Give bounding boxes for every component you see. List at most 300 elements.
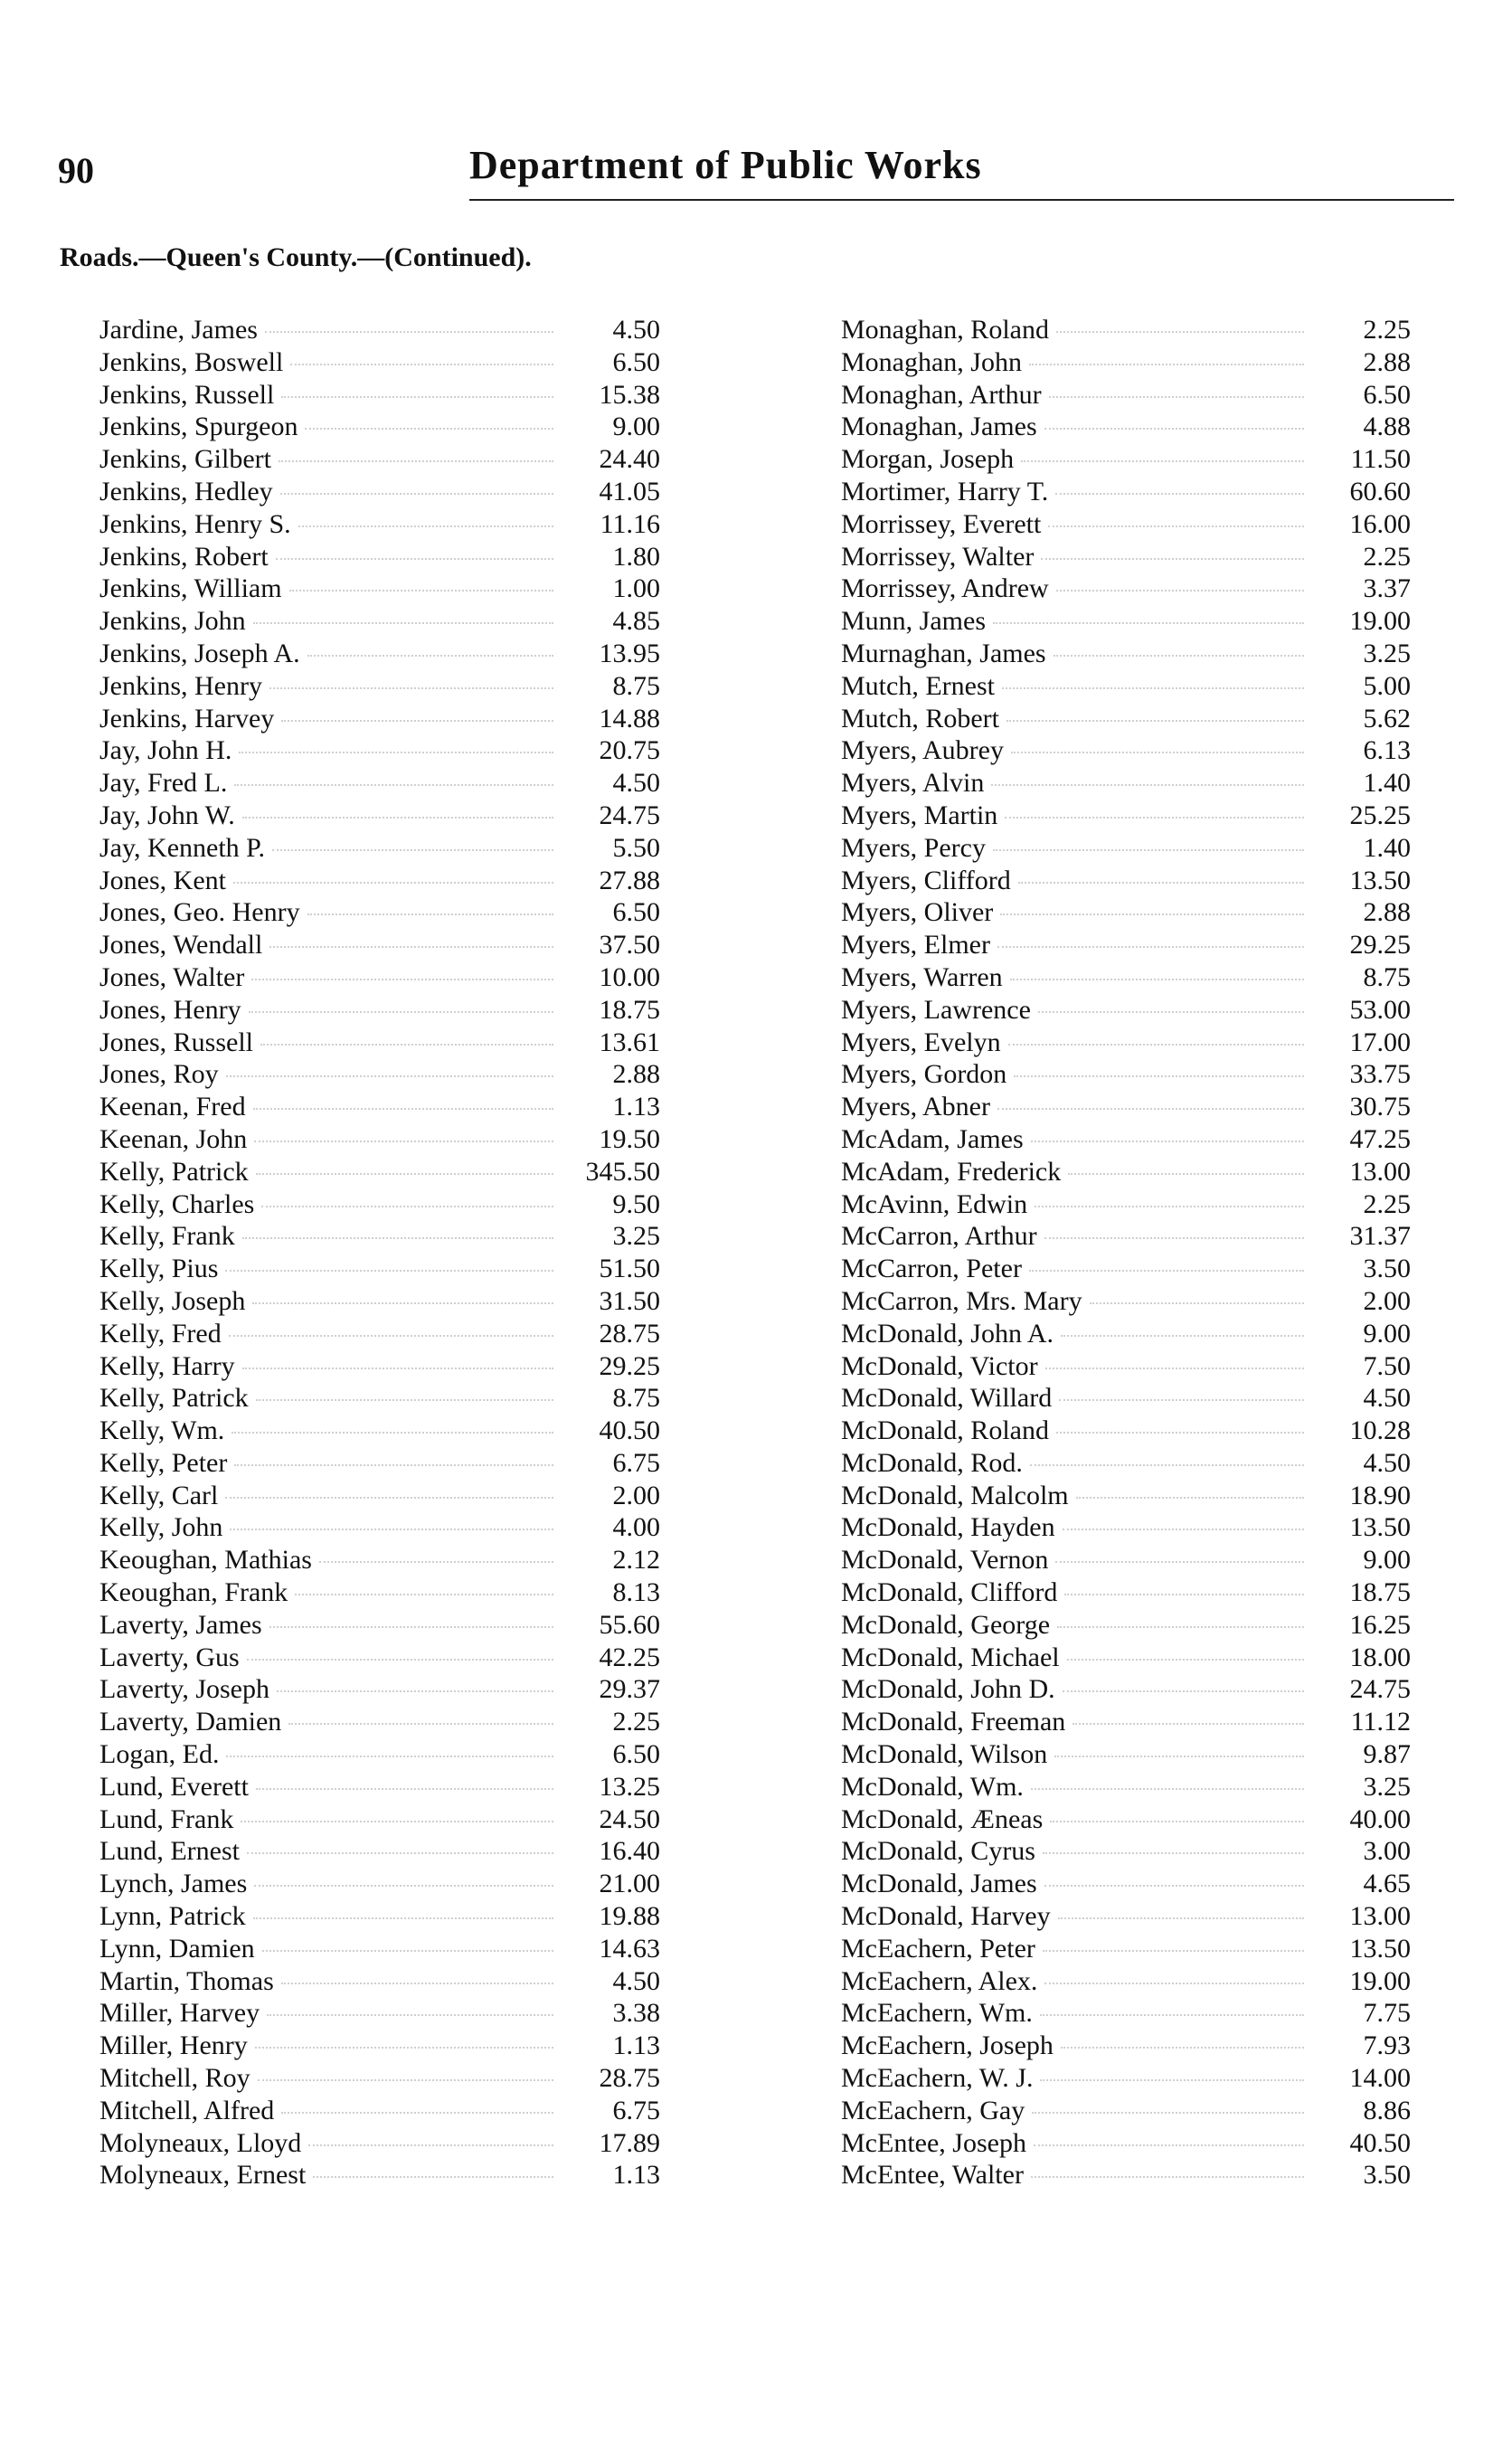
dot-leader bbox=[255, 2047, 553, 2049]
list-item bbox=[99, 1286, 660, 1319]
entry-amount: 3.38 bbox=[612, 1998, 660, 2029]
list-item bbox=[841, 1254, 1411, 1286]
list-item bbox=[99, 1577, 660, 1610]
entry-name: Myers, Clifford bbox=[841, 865, 1011, 895]
entry-amount: 13.95 bbox=[599, 638, 660, 668]
dot-leader bbox=[253, 1108, 553, 1110]
entry-amount: 19.00 bbox=[1349, 606, 1411, 637]
list-item bbox=[841, 1577, 1411, 1610]
dot-leader bbox=[241, 1821, 553, 1822]
entry-amount: 18.00 bbox=[1349, 1642, 1411, 1672]
entry-amount: 11.16 bbox=[600, 508, 660, 539]
dot-leader bbox=[993, 849, 1304, 851]
entry-amount: 6.50 bbox=[612, 1739, 660, 1770]
entry-name: Jenkins, Joseph A. bbox=[99, 638, 300, 668]
entry-name: McEachern, W. J. bbox=[841, 2063, 1034, 2094]
dot-leader bbox=[226, 1075, 553, 1077]
entry-name: Myers, Lawrence bbox=[841, 994, 1031, 1025]
dot-leader bbox=[1021, 460, 1304, 462]
list-item bbox=[841, 477, 1411, 509]
entry-name: Laverty, Joseph bbox=[99, 1674, 269, 1705]
dot-leader bbox=[281, 396, 553, 398]
entry-name: Miller, Henry bbox=[99, 2030, 248, 2061]
entry-name: Monaghan, John bbox=[841, 346, 1022, 377]
list-item bbox=[841, 1481, 1411, 1513]
entry-amount: 4.50 bbox=[612, 315, 660, 345]
list-item bbox=[841, 1351, 1411, 1384]
dot-leader bbox=[276, 558, 553, 560]
entry-amount: 3.25 bbox=[1363, 638, 1411, 668]
list-item bbox=[841, 542, 1411, 574]
list-item bbox=[841, 1286, 1411, 1319]
entry-name: McDonald, Harvey bbox=[841, 1901, 1051, 1932]
dot-leader bbox=[249, 1011, 553, 1013]
entry-amount: 3.50 bbox=[1363, 1254, 1411, 1284]
dot-leader bbox=[1031, 1141, 1304, 1142]
section-title: Roads.—Queen's County.—(Continued). bbox=[60, 242, 532, 272]
entry-name: Kelly, Pius bbox=[99, 1254, 219, 1284]
dot-leader bbox=[1011, 752, 1304, 753]
list-item bbox=[99, 671, 660, 704]
entry-name: McDonald, Victor bbox=[841, 1350, 1038, 1381]
list-item bbox=[841, 866, 1411, 898]
entry-amount: 5.00 bbox=[1363, 670, 1411, 701]
entry-amount: 4.50 bbox=[1363, 1447, 1411, 1478]
dot-leader bbox=[1038, 1011, 1304, 1013]
entry-amount: 29.37 bbox=[599, 1674, 660, 1705]
dot-leader bbox=[1014, 1075, 1304, 1077]
list-item bbox=[99, 1836, 660, 1869]
entry-name: McDonald, Freeman bbox=[841, 1707, 1066, 1737]
entry-amount: 29.25 bbox=[1349, 930, 1411, 961]
list-item bbox=[841, 1221, 1411, 1254]
list-item bbox=[841, 1124, 1411, 1157]
entry-amount: 7.50 bbox=[1363, 1350, 1411, 1381]
entry-name: Mitchell, Roy bbox=[99, 2063, 250, 2094]
entry-name: Kelly, Frank bbox=[99, 1221, 235, 1252]
entry-name: McAdam, Frederick bbox=[841, 1156, 1062, 1187]
entry-amount: 13.50 bbox=[1349, 1512, 1411, 1543]
entry-amount: 2.25 bbox=[1363, 541, 1411, 572]
list-item bbox=[841, 704, 1411, 736]
list-item bbox=[841, 1836, 1411, 1869]
dot-leader bbox=[305, 428, 553, 430]
entry-name: Myers, Martin bbox=[841, 800, 998, 830]
entry-name: Morrissey, Everett bbox=[841, 508, 1042, 539]
entry-amount: 30.75 bbox=[1349, 1092, 1411, 1122]
list-item bbox=[841, 1772, 1411, 1804]
entry-name: McDonald, Michael bbox=[841, 1642, 1060, 1672]
entry-amount: 9.87 bbox=[1363, 1739, 1411, 1770]
list-item bbox=[841, 1512, 1411, 1545]
header-rule bbox=[469, 199, 1454, 201]
list-item bbox=[99, 1351, 660, 1384]
dot-leader bbox=[242, 1368, 553, 1369]
entry-amount: 4.50 bbox=[1363, 1383, 1411, 1414]
dot-leader bbox=[256, 1173, 553, 1175]
entry-name: McCarron, Peter bbox=[841, 1254, 1022, 1284]
dot-leader bbox=[997, 946, 1304, 948]
list-item bbox=[841, 930, 1411, 962]
list-item bbox=[99, 897, 660, 930]
dot-leader bbox=[234, 1464, 553, 1466]
dot-leader bbox=[242, 1237, 553, 1239]
list-item bbox=[99, 1319, 660, 1351]
entry-amount: 8.75 bbox=[1363, 961, 1411, 992]
entry-name: Monaghan, James bbox=[841, 412, 1037, 442]
entry-amount: 4.00 bbox=[612, 1512, 660, 1543]
entry-amount: 16.40 bbox=[599, 1836, 660, 1867]
dot-leader bbox=[262, 1950, 553, 1952]
dot-leader bbox=[1059, 1399, 1304, 1401]
entry-amount: 27.88 bbox=[599, 865, 660, 895]
list-item bbox=[99, 735, 660, 768]
page-header bbox=[58, 143, 1454, 204]
list-item bbox=[99, 315, 660, 347]
entry-name: Myers, Abner bbox=[841, 1092, 990, 1122]
list-item bbox=[99, 347, 660, 380]
entry-amount: 24.75 bbox=[1349, 1674, 1411, 1705]
dot-leader bbox=[258, 2079, 553, 2081]
entry-amount: 6.50 bbox=[612, 346, 660, 377]
dot-leader bbox=[226, 1756, 553, 1757]
dot-leader bbox=[1006, 720, 1304, 722]
entry-name: McDonald, James bbox=[841, 1869, 1037, 1899]
list-item bbox=[841, 2030, 1411, 2063]
entry-name: Jay, Fred L. bbox=[99, 768, 228, 799]
list-item bbox=[841, 1157, 1411, 1189]
dot-leader bbox=[1030, 1464, 1304, 1466]
entry-name: McDonald, Clifford bbox=[841, 1577, 1058, 1608]
entry-name: Jones, Kent bbox=[99, 865, 226, 895]
entry-amount: 2.88 bbox=[1363, 346, 1411, 377]
list-item bbox=[99, 768, 660, 800]
entry-amount: 13.00 bbox=[1349, 1901, 1411, 1932]
entry-name: Morrissey, Walter bbox=[841, 541, 1035, 572]
list-item bbox=[841, 768, 1411, 800]
dot-leader bbox=[1002, 687, 1304, 689]
list-item bbox=[99, 2063, 660, 2096]
entry-amount: 14.88 bbox=[599, 703, 660, 734]
list-item bbox=[99, 1481, 660, 1513]
entry-amount: 2.88 bbox=[612, 1059, 660, 1090]
entry-amount: 18.75 bbox=[599, 994, 660, 1025]
entry-amount: 14.63 bbox=[599, 1933, 660, 1964]
dot-leader bbox=[1005, 817, 1304, 819]
dot-leader bbox=[265, 331, 553, 333]
list-item bbox=[99, 380, 660, 412]
dot-leader bbox=[256, 1399, 553, 1401]
entry-amount: 11.12 bbox=[1350, 1707, 1411, 1737]
entry-name: Keenan, Fred bbox=[99, 1092, 246, 1122]
list-item bbox=[841, 671, 1411, 704]
entry-amount: 24.75 bbox=[599, 800, 660, 830]
entry-amount: 5.50 bbox=[612, 832, 660, 863]
list-item bbox=[99, 1383, 660, 1415]
entry-amount: 2.25 bbox=[1363, 1188, 1411, 1219]
list-item bbox=[99, 1707, 660, 1739]
dot-leader bbox=[290, 364, 553, 365]
list-item bbox=[841, 1027, 1411, 1060]
dot-leader bbox=[1044, 1237, 1304, 1239]
entry-name: McEntee, Joseph bbox=[841, 2127, 1026, 2158]
list-item bbox=[99, 1092, 660, 1124]
dot-leader bbox=[269, 1626, 553, 1628]
list-item bbox=[841, 1415, 1411, 1448]
list-item bbox=[99, 1448, 660, 1481]
entry-name: McAdam, James bbox=[841, 1123, 1024, 1154]
entry-name: Jenkins, Henry S. bbox=[99, 508, 291, 539]
dot-leader bbox=[1008, 1044, 1304, 1046]
entry-name: Laverty, Damien bbox=[99, 1707, 282, 1737]
dot-leader bbox=[261, 1206, 553, 1207]
entry-name: McDonald, Æneas bbox=[841, 1803, 1044, 1834]
entry-amount: 2.00 bbox=[1363, 1285, 1411, 1316]
list-item bbox=[99, 606, 660, 639]
entry-amount: 5.62 bbox=[1363, 703, 1411, 734]
entry-amount: 3.50 bbox=[1363, 2160, 1411, 2191]
dot-leader bbox=[267, 2014, 553, 2016]
entry-name: Miller, Harvey bbox=[99, 1998, 260, 2029]
entry-name: Lund, Frank bbox=[99, 1803, 234, 1834]
entry-name: Jay, John W. bbox=[99, 800, 235, 830]
dot-leader bbox=[252, 1302, 553, 1304]
entry-name: Jenkins, Gilbert bbox=[99, 444, 271, 475]
dot-leader bbox=[289, 590, 553, 592]
list-item bbox=[841, 1319, 1411, 1351]
dot-leader bbox=[253, 622, 553, 624]
entry-amount: 1.13 bbox=[612, 1092, 660, 1122]
entry-name: Kelly, Peter bbox=[99, 1447, 228, 1478]
dot-leader bbox=[234, 784, 553, 786]
entry-name: McDonald, Hayden bbox=[841, 1512, 1055, 1543]
list-item bbox=[841, 1998, 1411, 2030]
dot-leader bbox=[232, 1432, 553, 1434]
list-item bbox=[841, 2128, 1411, 2161]
list-item bbox=[841, 1189, 1411, 1222]
entry-name: Myers, Aubrey bbox=[841, 735, 1004, 766]
entry-name: McDonald, Wm. bbox=[841, 1771, 1024, 1802]
list-item bbox=[99, 2160, 660, 2192]
list-item bbox=[841, 735, 1411, 768]
page-title: Department of Public Works bbox=[469, 143, 982, 187]
list-item bbox=[841, 897, 1411, 930]
list-item bbox=[841, 1804, 1411, 1837]
entry-name: Monaghan, Roland bbox=[841, 315, 1049, 345]
dot-leader bbox=[1049, 396, 1304, 398]
left-column bbox=[99, 315, 660, 2192]
list-item bbox=[841, 1059, 1411, 1092]
entry-name: Molyneaux, Ernest bbox=[99, 2160, 307, 2191]
dot-leader bbox=[307, 655, 553, 657]
dot-leader bbox=[1068, 1173, 1304, 1175]
list-item bbox=[99, 1772, 660, 1804]
list-item bbox=[99, 1512, 660, 1545]
list-item bbox=[99, 444, 660, 477]
entry-name: Jones, Russell bbox=[99, 1027, 254, 1057]
entry-amount: 33.75 bbox=[1349, 1059, 1411, 1090]
dot-leader bbox=[1056, 590, 1304, 592]
list-item bbox=[99, 704, 660, 736]
list-item bbox=[841, 1901, 1411, 1934]
list-item bbox=[99, 542, 660, 574]
entry-amount: 9.00 bbox=[612, 412, 660, 442]
list-item bbox=[841, 2063, 1411, 2096]
entry-name: Jones, Wendall bbox=[99, 930, 263, 961]
entry-amount: 1.00 bbox=[612, 573, 660, 604]
entry-amount: 18.90 bbox=[1349, 1480, 1411, 1510]
dot-leader bbox=[1010, 979, 1304, 980]
list-item bbox=[841, 1934, 1411, 1966]
entry-amount: 29.25 bbox=[599, 1350, 660, 1381]
entry-name: McCarron, Arthur bbox=[841, 1221, 1037, 1252]
entry-name: Molyneaux, Lloyd bbox=[99, 2127, 302, 2158]
entry-amount: 53.00 bbox=[1349, 994, 1411, 1025]
dot-leader bbox=[1055, 1561, 1304, 1563]
entry-amount: 21.00 bbox=[599, 1869, 660, 1899]
list-item bbox=[841, 573, 1411, 606]
dot-leader bbox=[233, 882, 553, 884]
dot-leader bbox=[279, 460, 553, 462]
entry-name: Jenkins, Harvey bbox=[99, 703, 275, 734]
dot-leader bbox=[1031, 2176, 1304, 2178]
entry-amount: 16.00 bbox=[1349, 508, 1411, 539]
entry-amount: 17.00 bbox=[1349, 1027, 1411, 1057]
entry-amount: 20.75 bbox=[599, 735, 660, 766]
dot-leader bbox=[1029, 364, 1304, 365]
entry-name: Jenkins, Boswell bbox=[99, 346, 284, 377]
entry-amount: 1.40 bbox=[1363, 768, 1411, 799]
entry-name: Keoughan, Frank bbox=[99, 1577, 288, 1608]
entry-amount: 2.00 bbox=[612, 1480, 660, 1510]
entry-amount: 17.89 bbox=[599, 2127, 660, 2158]
entry-amount: 13.61 bbox=[599, 1027, 660, 1057]
list-item bbox=[841, 1869, 1411, 1901]
dot-leader bbox=[1045, 1368, 1304, 1369]
entry-name: Jones, Geo. Henry bbox=[99, 897, 300, 928]
dot-leader bbox=[1044, 428, 1304, 430]
entry-amount: 8.75 bbox=[612, 1383, 660, 1414]
dot-leader bbox=[1061, 2047, 1304, 2049]
dot-leader bbox=[1073, 1723, 1304, 1725]
list-item bbox=[841, 1642, 1411, 1675]
dot-leader bbox=[229, 1335, 553, 1337]
dot-leader bbox=[319, 1561, 553, 1563]
entry-name: Kelly, Harry bbox=[99, 1350, 235, 1381]
list-item bbox=[99, 1027, 660, 1060]
list-item bbox=[841, 1966, 1411, 1999]
dot-leader bbox=[1035, 1206, 1304, 1207]
dot-leader bbox=[1018, 882, 1304, 884]
entry-name: Jones, Henry bbox=[99, 994, 241, 1025]
dot-leader bbox=[281, 2112, 553, 2114]
entry-amount: 24.50 bbox=[599, 1803, 660, 1834]
entry-amount: 28.75 bbox=[599, 2063, 660, 2094]
entry-name: Kelly, John bbox=[99, 1512, 223, 1543]
list-item bbox=[841, 962, 1411, 995]
list-item bbox=[841, 1448, 1411, 1481]
dot-leader bbox=[1058, 1917, 1304, 1919]
entry-amount: 9.00 bbox=[1363, 1318, 1411, 1349]
dot-leader bbox=[247, 1659, 553, 1661]
entry-name: Jones, Walter bbox=[99, 961, 245, 992]
entry-name: Myers, Warren bbox=[841, 961, 1003, 992]
dot-leader bbox=[1044, 1983, 1304, 1984]
entry-amount: 1.13 bbox=[612, 2160, 660, 2191]
entry-name: McDonald, John A. bbox=[841, 1318, 1054, 1349]
entry-amount: 7.75 bbox=[1363, 1998, 1411, 2029]
entry-name: McDonald, George bbox=[841, 1609, 1051, 1640]
entry-name: Jones, Roy bbox=[99, 1059, 219, 1090]
dot-leader bbox=[313, 2176, 553, 2178]
entry-name: Kelly, Patrick bbox=[99, 1156, 249, 1187]
right-column bbox=[841, 315, 1411, 2192]
list-item bbox=[99, 1642, 660, 1675]
entry-name: Kelly, Wm. bbox=[99, 1415, 225, 1446]
entry-name: Myers, Percy bbox=[841, 832, 986, 863]
entry-name: Kelly, Fred bbox=[99, 1318, 222, 1349]
entry-amount: 9.00 bbox=[1363, 1545, 1411, 1576]
dot-leader bbox=[288, 1723, 553, 1725]
dot-leader bbox=[1067, 1659, 1304, 1661]
list-item bbox=[99, 1221, 660, 1254]
entry-amount: 6.13 bbox=[1363, 735, 1411, 766]
dot-leader bbox=[260, 1044, 553, 1046]
list-item bbox=[99, 412, 660, 444]
entry-amount: 16.25 bbox=[1349, 1609, 1411, 1640]
entry-amount: 8.86 bbox=[1363, 2095, 1411, 2125]
entry-amount: 19.00 bbox=[1349, 1965, 1411, 1996]
dot-leader bbox=[281, 720, 553, 722]
entry-amount: 18.75 bbox=[1349, 1577, 1411, 1608]
entry-name: Morgan, Joseph bbox=[841, 444, 1015, 475]
entry-name: Lund, Ernest bbox=[99, 1836, 240, 1867]
entry-amount: 37.50 bbox=[599, 930, 660, 961]
entry-amount: 1.40 bbox=[1363, 832, 1411, 863]
entry-amount: 8.75 bbox=[612, 670, 660, 701]
entry-amount: 2.12 bbox=[612, 1545, 660, 1576]
list-item bbox=[841, 444, 1411, 477]
entry-amount: 19.50 bbox=[599, 1123, 660, 1154]
entry-name: Myers, Gordon bbox=[841, 1059, 1007, 1090]
entry-name: Martin, Thomas bbox=[99, 1965, 274, 1996]
list-item bbox=[99, 1674, 660, 1707]
entry-amount: 1.80 bbox=[612, 541, 660, 572]
dot-leader bbox=[1032, 2112, 1304, 2114]
list-item bbox=[99, 477, 660, 509]
list-item bbox=[841, 606, 1411, 639]
dot-leader bbox=[1034, 2144, 1304, 2146]
dot-leader bbox=[225, 1270, 553, 1272]
entry-name: Kelly, Charles bbox=[99, 1188, 255, 1219]
dot-leader bbox=[308, 2144, 553, 2146]
list-item bbox=[841, 639, 1411, 671]
dot-leader bbox=[1063, 1529, 1304, 1530]
entry-name: McDonald, Wilson bbox=[841, 1739, 1048, 1770]
entry-amount: 15.38 bbox=[599, 379, 660, 410]
entry-name: Logan, Ed. bbox=[99, 1739, 220, 1770]
list-item bbox=[99, 1804, 660, 1837]
list-item bbox=[841, 995, 1411, 1027]
dot-leader bbox=[254, 1141, 553, 1142]
dot-leader bbox=[1050, 1821, 1304, 1822]
dot-leader bbox=[1063, 1690, 1304, 1692]
dot-leader bbox=[1043, 1950, 1304, 1952]
dot-leader bbox=[1054, 655, 1304, 657]
dot-leader bbox=[253, 1917, 553, 1919]
entry-name: Laverty, Gus bbox=[99, 1642, 240, 1672]
entry-name: Jay, John H. bbox=[99, 735, 232, 766]
